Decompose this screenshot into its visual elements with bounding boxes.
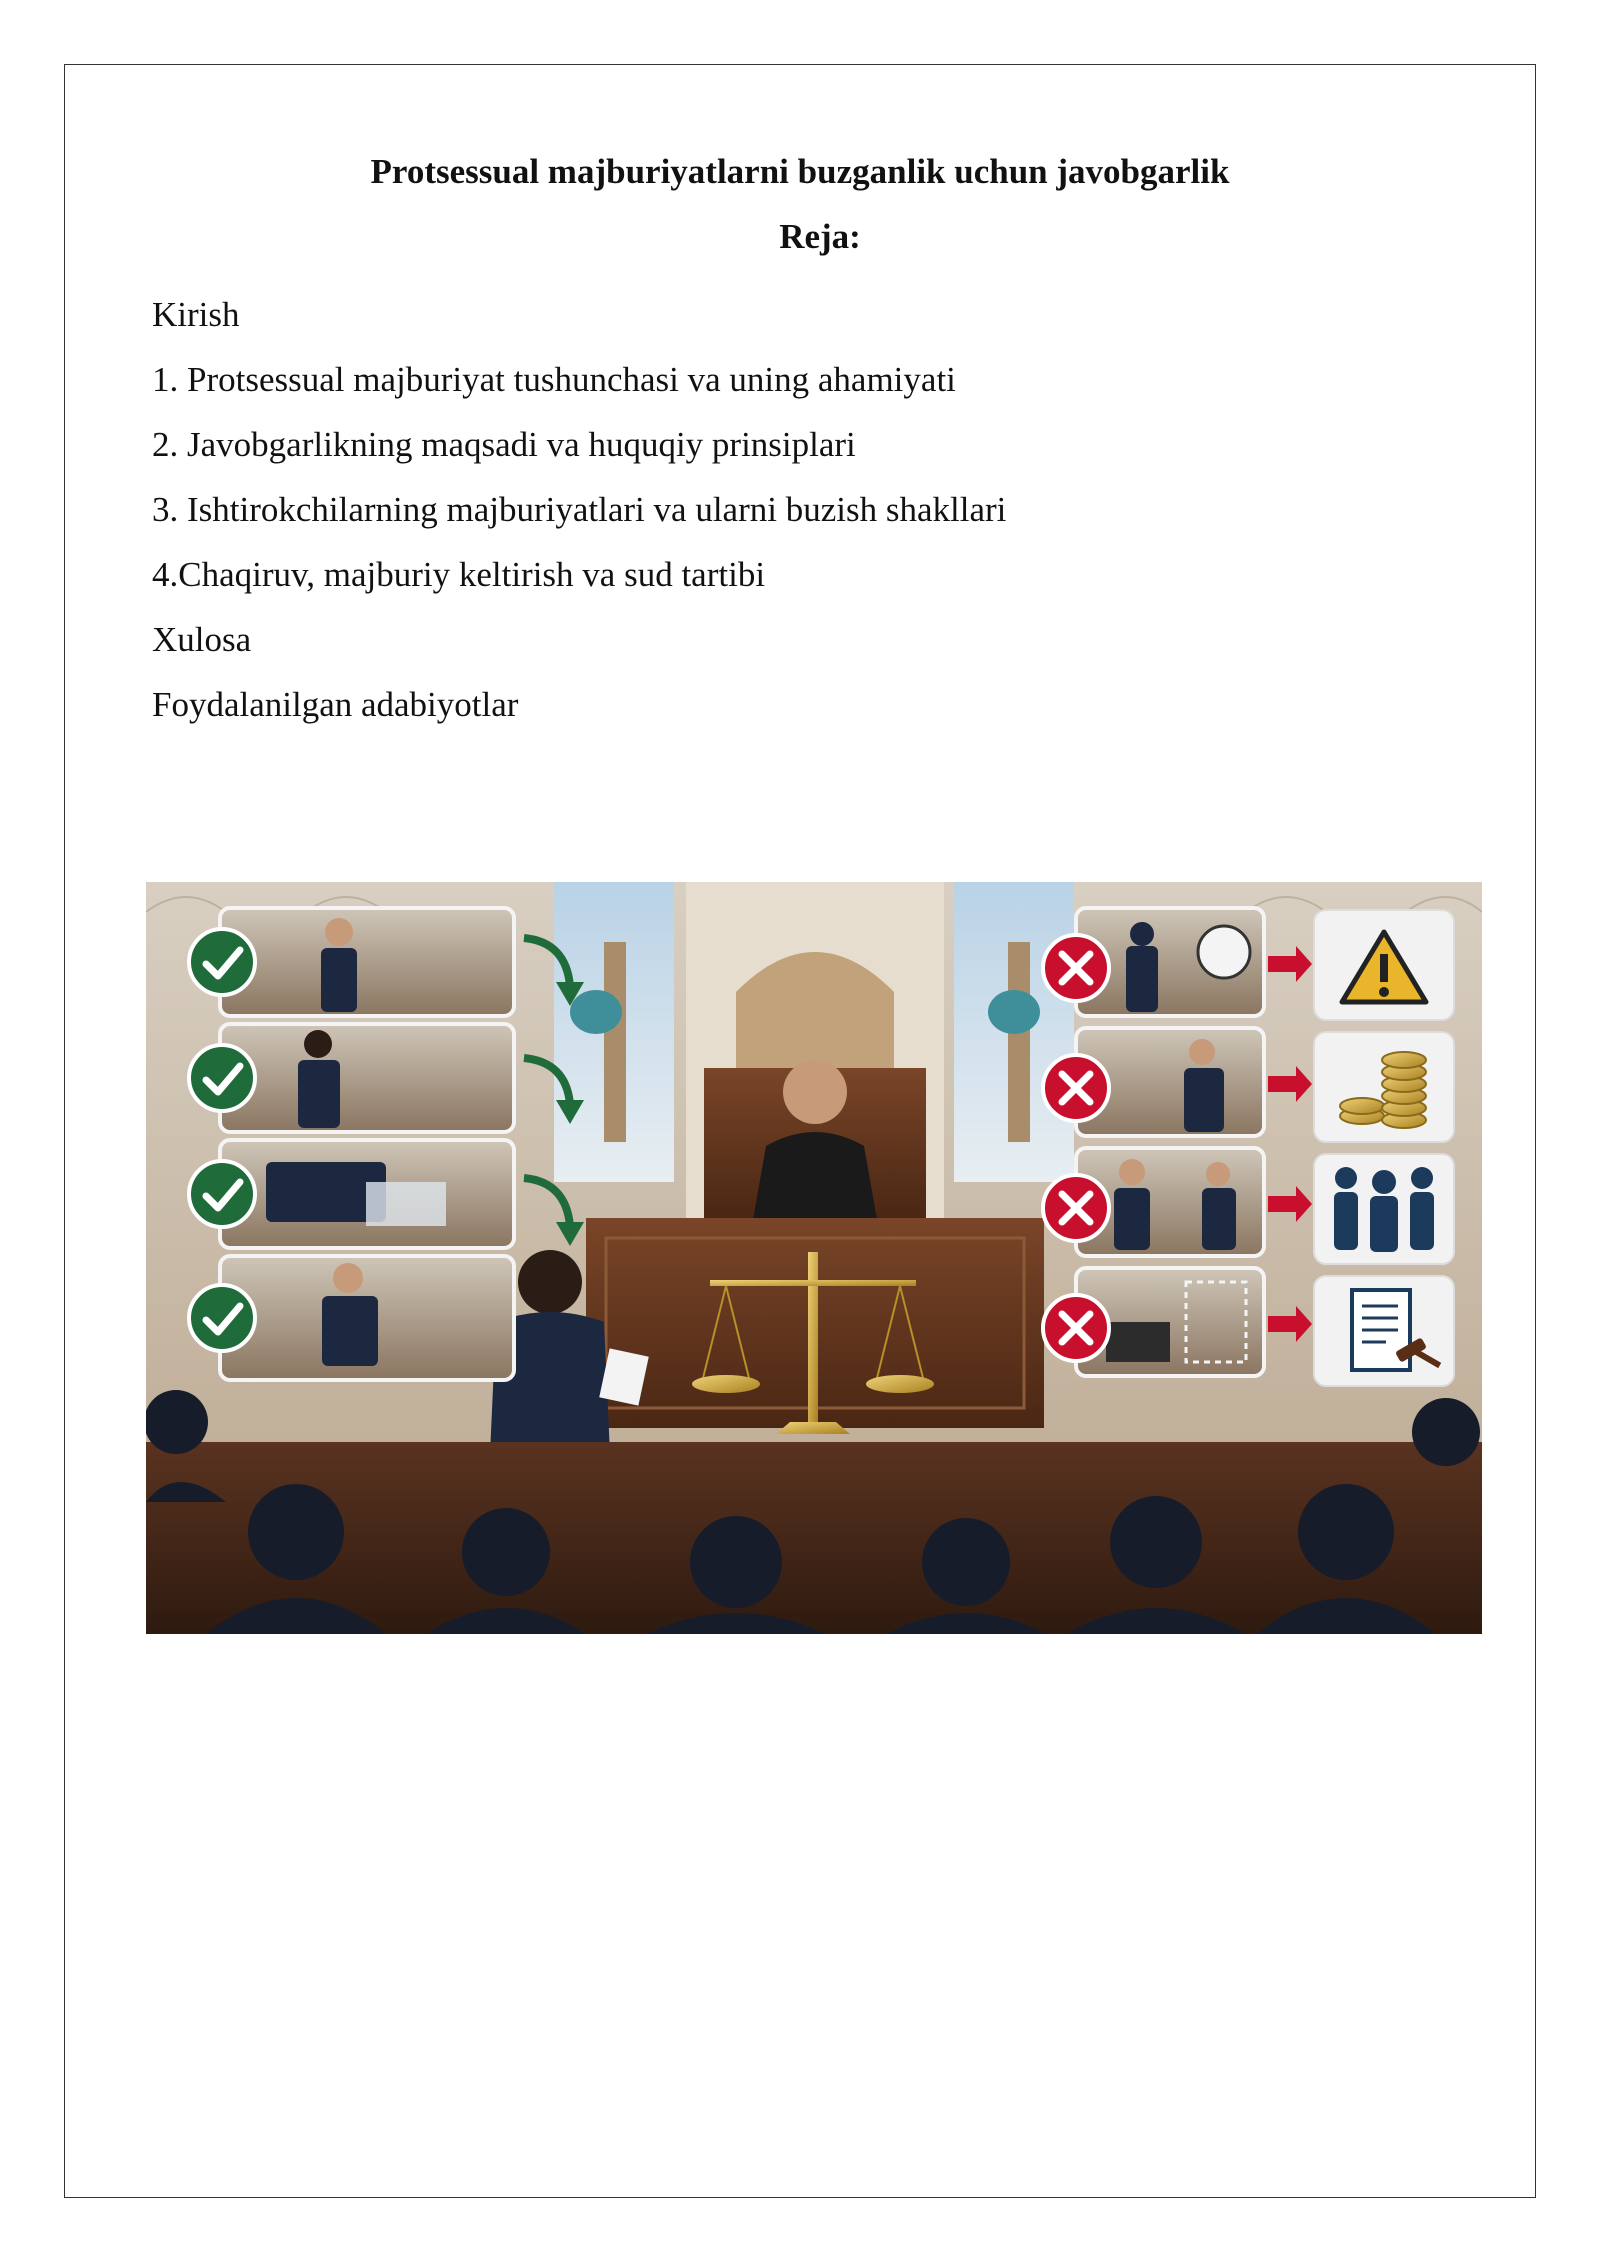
cross-icon xyxy=(1043,1175,1109,1241)
check-icon xyxy=(189,1161,255,1227)
cross-icon xyxy=(1043,1055,1109,1121)
plan-heading: Reja: xyxy=(779,217,861,256)
plan-item-4: 4.Chaqiruv, majburiy keltirish va sud tartibi xyxy=(152,555,766,594)
plan-item-conclusion: Xulosa xyxy=(152,620,252,659)
document-title: Protsessual majburiyatlarni buzganlik uchun javobgarlik xyxy=(370,152,1230,191)
plan-item-3: 3. Ishtirokchilarning majburiyatlari va ularni buzish shakllari xyxy=(152,490,1007,529)
plan-item-2: 2. Javobgarlikning maqsadi va huquqiy prinsiplari xyxy=(152,425,856,464)
plan-item-references: Foydalanilgan adabiyotlar xyxy=(152,685,519,724)
check-icon xyxy=(189,1285,255,1351)
escort-icon xyxy=(1334,1167,1434,1252)
courtroom-illustration xyxy=(146,882,1482,1634)
plan-item-1: 1. Protsessual majburiyat tushunchasi va uning ahamiyati xyxy=(152,360,956,399)
cross-icon xyxy=(1043,935,1109,1001)
check-icon xyxy=(189,929,255,995)
check-icon xyxy=(189,1045,255,1111)
plan-list xyxy=(152,282,1006,737)
plan-item-intro: Kirish xyxy=(152,295,240,334)
cross-icon xyxy=(1043,1295,1109,1361)
